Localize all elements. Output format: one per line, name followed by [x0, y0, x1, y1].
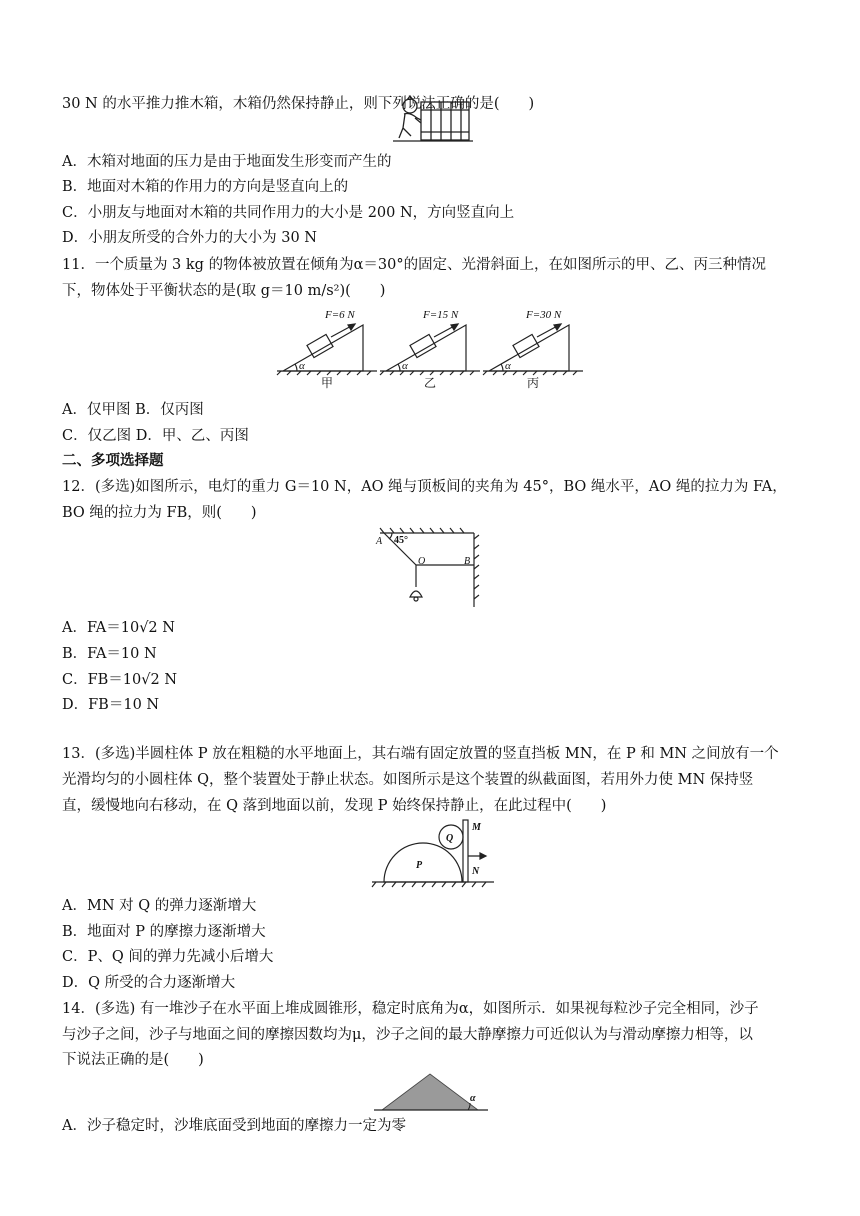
q11-option-ab: A．仅甲图 B．仅丙图 [62, 402, 204, 418]
q13-cylinders-figure [368, 816, 500, 888]
q14-angle-label: α [470, 1093, 476, 1104]
q13-option-d: D．Q 所受的合力逐渐增大 [62, 975, 236, 991]
q11-stem-line1: 11．一个质量为 3 kg 的物体被放置在倾角为α＝30°的固定、光滑斜面上，在如图所示的甲、乙、丙三种情况 [62, 257, 767, 273]
q14-stem-line3: 下说法正确的是( ) [62, 1052, 204, 1068]
q11-fig-jia-force: F=6 N [325, 309, 355, 321]
q11-option-cd: C．仅乙图 D．甲、乙、丙图 [62, 428, 249, 444]
q12-lamp-figure [370, 525, 490, 610]
q14-stem-line1: 14．(多选) 有一堆沙子在水平面上堆成圆锥形，稳定时底角为α，如图所示．如果视每粒沙子完全相同，沙子 [62, 1001, 759, 1017]
q13-label-m: M [472, 822, 481, 833]
q13-label-q: Q [446, 833, 454, 844]
q12-option-c: C．FB＝10√2 N [62, 672, 178, 688]
q10-option-c: C．小朋友与地面对木箱的共同作用力的大小是 200 N，方向竖直向上 [62, 205, 515, 221]
q11-fig-bing-caption: 丙 [527, 376, 540, 390]
q10-option-b: B．地面对木箱的作用力的方向是竖直向上的 [62, 179, 349, 195]
q11-incline-figures [275, 305, 585, 390]
q11-stem-line2: 下，物体处于平衡状态的是(取 g＝10 m/s²)( ) [62, 283, 386, 299]
q13-label-p: P [416, 860, 423, 871]
q11-fig-bing-force: F=30 N [526, 309, 562, 321]
q12-option-d: D．FB＝10 N [62, 697, 160, 713]
q12-option-b: B．FA＝10 N [62, 646, 157, 662]
q10-stem-tail: 30 N 的水平推力推木箱，木箱仍然保持静止，则下列说法正确的是( ) [62, 96, 535, 112]
q12-stem-line2: BO 绳的拉力为 FB，则( ) [62, 505, 257, 521]
q13-stem-line3: 直，缓慢地向右移动，在 Q 落到地面以前，发现 P 始终保持静止，在此过程中( ) [62, 798, 607, 814]
q11-fig-yi-caption: 乙 [424, 376, 437, 390]
q10-option-a: A．木箱对地面的压力是由于地面发生形变而产生的 [62, 154, 392, 170]
q11-fig-jia-caption: 甲 [321, 376, 334, 390]
q13-option-c: C．P、Q 间的弹力先减小后增大 [62, 949, 274, 965]
q12-label-o: O [418, 556, 426, 567]
q10-child-pushing-box-figure [393, 92, 473, 144]
q12-angle-label: 45° [394, 535, 408, 546]
q13-label-n: N [472, 866, 480, 877]
q13-stem-line1: 13．(多选)半圆柱体 P 放在粗糙的水平地面上，其右端有固定放置的竖直挡板 MN，在 P 和 MN 之间放有一个 [62, 746, 779, 762]
q12-label-a: A [376, 536, 383, 547]
q11-fig-jia-angle: α [299, 360, 305, 372]
q14-stem-line2: 与沙子之间，沙子与地面之间的摩擦因数均为μ，沙子之间的最大静摩擦力可近似认为与滑动摩擦力相等，以 [62, 1027, 753, 1043]
q13-option-b: B．地面对 P 的摩擦力逐渐增大 [62, 924, 266, 940]
q12-stem-line1: 12．(多选)如图所示，电灯的重力 G＝10 N，AO 绳与顶板间的夹角为 45°，BO 绳水平，AO 绳的拉力为 FA， [62, 479, 787, 495]
q12-option-a: A．FA＝10√2 N [62, 620, 175, 636]
section-heading-multiple-choice: 二、多项选择题 [62, 453, 164, 469]
q10-option-d: D．小朋友所受的合外力的大小为 30 N [62, 230, 317, 246]
q13-option-a: A．MN 对 Q 的弹力逐渐增大 [62, 898, 257, 914]
q11-fig-yi-force: F=15 N [423, 309, 459, 321]
q13-stem-line2: 光滑均匀的小圆柱体 Q，整个装置处于静止状态。如图所示是这个装置的纵截面图，若用外力使 MN 保持竖 [62, 772, 754, 788]
q14-option-a: A．沙子稳定时，沙堆底面受到地面的摩擦力一定为零 [62, 1118, 406, 1134]
q14-sand-pile-figure [372, 1070, 492, 1114]
q11-fig-yi-angle: α [402, 360, 408, 372]
q11-fig-bing-angle: α [505, 360, 511, 372]
q12-label-b: B [464, 556, 471, 567]
